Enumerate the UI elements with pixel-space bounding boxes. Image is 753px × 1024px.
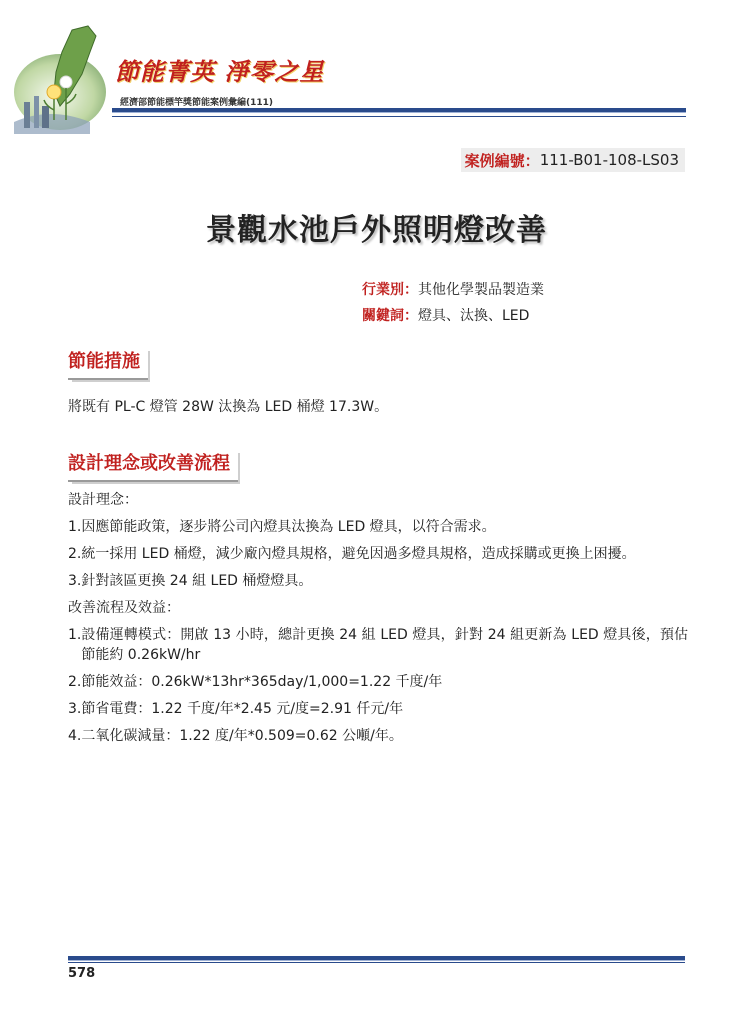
section-heading-measures: 節能措施 — [68, 347, 148, 380]
list-item-text: 節能效益：0.26kW*13hr*365day/1,000=1.22 千度/年 — [81, 674, 443, 690]
list-item — [68, 517, 688, 537]
list-item-text: 二氧化碳減量：1.22 度/年*0.509=0.62 公噸/年。 — [81, 728, 403, 744]
list-item-number: 3. — [68, 573, 82, 589]
list-item — [68, 544, 688, 564]
list-item-number: 3. — [68, 701, 82, 717]
list-item-text: 針對該區更換 24 組 LED 桶燈燈具。 — [81, 573, 313, 589]
document-title: 景觀水池戶外照明燈改善 — [206, 213, 547, 248]
list-item-number: 2. — [68, 546, 82, 562]
industry-label: 行業別： — [362, 282, 418, 298]
list-item-text: 統一採用 LED 桶燈，減少廠內燈具規格，避免因過多燈具規格，造成採購或更換上困擾。 — [81, 546, 636, 562]
case-number-box — [461, 148, 685, 172]
list-item-number: 4. — [68, 728, 82, 744]
list-item-text: 設備運轉模式：開啟 13 小時，總計更換 24 組 LED 燈具，針對 24 組更新為 LED 燈具後，預估節能約 0.26kW/hr — [81, 627, 688, 663]
footer-rule-thin — [68, 962, 685, 963]
list-item — [68, 571, 688, 591]
list-item-text: 因應節能政策，逐步將公司內燈具汰換為 LED 燈具，以符合需求。 — [81, 519, 496, 535]
list-item-number: 1. — [68, 519, 82, 535]
process-label: 改善流程及效益： — [68, 600, 180, 616]
keywords-value: 燈具、汰換、LED — [418, 308, 530, 324]
footer-rule — [68, 956, 685, 961]
design-body — [68, 490, 688, 753]
keywords-label: 關鍵詞： — [362, 308, 418, 324]
case-number-label: 案例編號： — [464, 151, 540, 170]
brand-title: 節能菁英 淨零之星 — [115, 57, 325, 86]
list-item-number: 2. — [68, 674, 82, 690]
page-header — [0, 0, 753, 140]
list-item — [68, 699, 688, 719]
industry-value: 其他化學製品製造業 — [418, 282, 544, 298]
header-rule-thin — [112, 116, 686, 117]
list-item — [68, 672, 688, 692]
concept-label: 設計理念： — [68, 492, 138, 508]
header-rule — [112, 108, 686, 113]
brand-subtitle: 經濟部節能標竿獎節能案例彙編(111) — [120, 98, 274, 108]
list-item — [68, 625, 688, 665]
measures-text: 將既有 PL-C 燈管 28W 汰換為 LED 桶燈 17.3W。 — [68, 399, 389, 415]
section-heading-design: 設計理念或改善流程 — [68, 449, 238, 482]
list-item — [68, 726, 688, 746]
keywords-line — [362, 305, 529, 325]
list-item-number: 1. — [68, 627, 82, 643]
case-number-value: 111-B01-108-LS03 — [539, 151, 679, 169]
page-number: 578 — [68, 966, 96, 981]
industry-line — [362, 279, 544, 299]
list-item-text: 節省電費：1.22 千度/年*2.45 元/度=2.91 仟元/年 — [81, 701, 404, 717]
taiwan-globe-logo-icon — [10, 22, 130, 134]
